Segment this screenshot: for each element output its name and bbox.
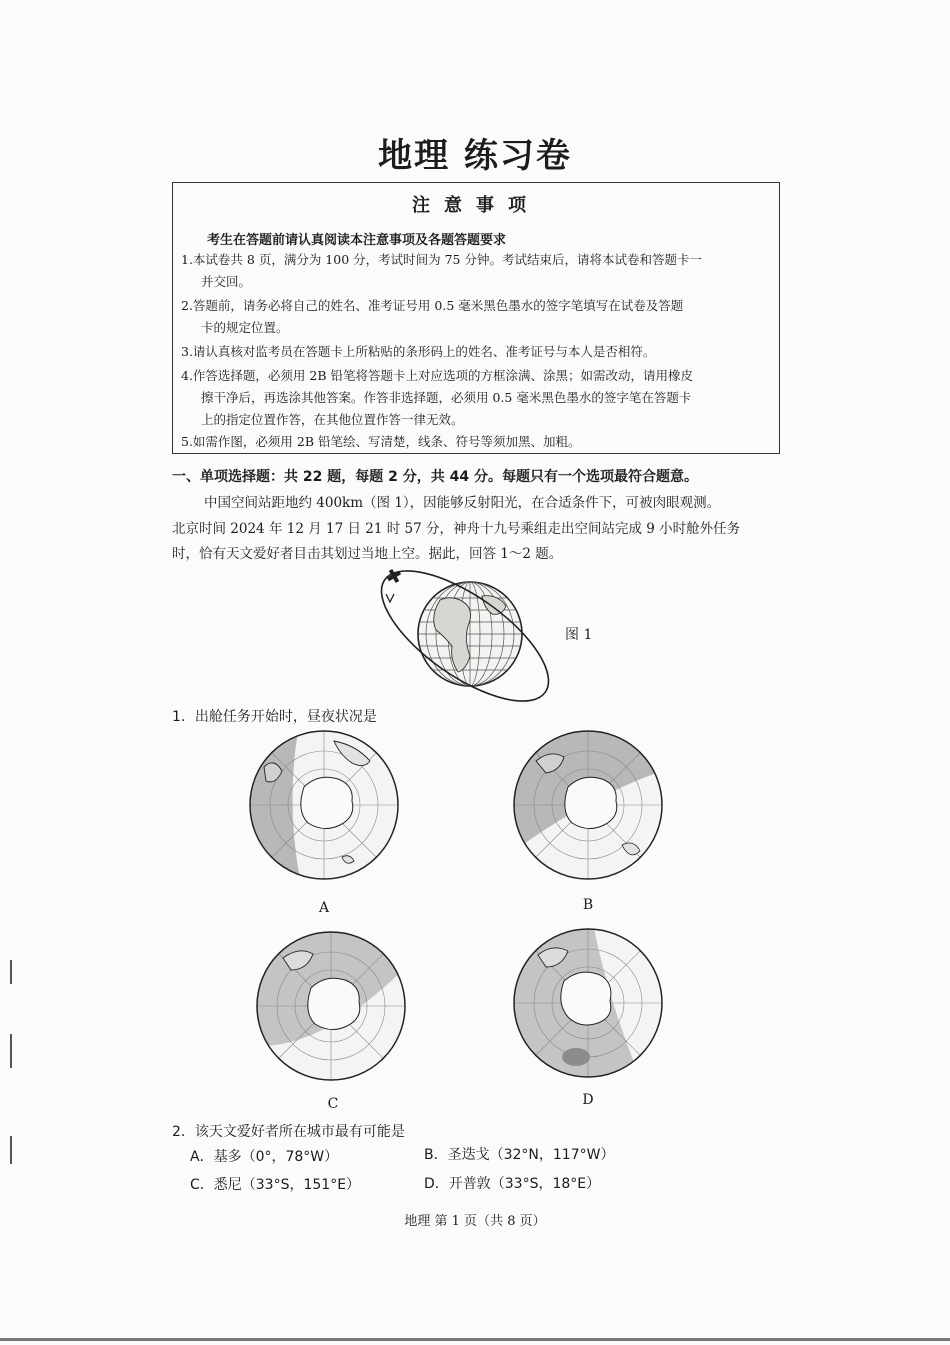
scan-edge-mark bbox=[10, 1136, 12, 1164]
globe-label-d: D bbox=[582, 1092, 594, 1108]
scan-edge-mark bbox=[10, 960, 12, 984]
figure-1-label: 图 1 bbox=[565, 627, 593, 643]
notice-item: 4.作答选择题，必须用 2B 铅笔将答题卡上对应选项的方框涂满、涂黑；如需改动，请用橡皮 bbox=[181, 368, 694, 383]
notice-item: 并交回。 bbox=[201, 274, 252, 289]
page-footer: 地理 第 1 页（共 8 页） bbox=[404, 1214, 546, 1229]
section-title: 一、单项选择题：共 22 题，每题 2 分，共 44 分。每题只有一个选项最符合题意。 bbox=[172, 469, 698, 485]
option-b: B．圣迭戈（32°N，117°W） bbox=[424, 1147, 615, 1163]
notice-box bbox=[172, 182, 780, 454]
figure-1-space-station-orbit bbox=[370, 560, 560, 705]
scan-bottom-edge bbox=[0, 1338, 950, 1341]
globe-label-b: B bbox=[582, 897, 594, 913]
page-title: 地理 练习卷 bbox=[378, 136, 572, 176]
globe-option-a bbox=[246, 727, 402, 883]
notice-item: 上的指定位置作答，在其他位置作答一律无效。 bbox=[201, 412, 464, 427]
notice-heading: 注意事项 bbox=[412, 195, 540, 216]
question-1-text: 1．出舱任务开始时，昼夜状况是 bbox=[172, 709, 377, 725]
option-c: C．悉尼（33°S，151°E） bbox=[190, 1177, 361, 1193]
notice-item: 5.如需作图，必须用 2B 铅笔绘、写清楚，线条、符号等须加黑、加粗。 bbox=[181, 434, 581, 449]
option-d: D．开普敦（33°S，18°E） bbox=[424, 1176, 601, 1192]
intro-paragraph-line: 中国空间站距地约 400km（图 1），因能够反射阳光，在合适条件下，可被肉眼观测。 bbox=[204, 495, 721, 511]
notice-subheading: 考生在答题前请认真阅读本注意事项及各题答题要求 bbox=[207, 233, 507, 248]
notice-item: 卡的规定位置。 bbox=[201, 320, 289, 335]
globe-option-b bbox=[510, 727, 666, 883]
scan-edge-mark bbox=[10, 1034, 12, 1068]
globe-option-c bbox=[253, 928, 409, 1084]
question-2-text: 2．该天文爱好者所在城市最有可能是 bbox=[172, 1124, 405, 1140]
globe-label-c: C bbox=[327, 1096, 339, 1112]
option-a: A．基多（0°，78°W） bbox=[190, 1149, 339, 1165]
globe-option-d bbox=[510, 925, 666, 1081]
notice-item: 3.请认真核对监考员在答题卡上所粘贴的条形码上的姓名、准考证号与本人是否相符。 bbox=[181, 344, 656, 359]
notice-item: 1.本试卷共 8 页，满分为 100 分，考试时间为 75 分钟。考试结束后，请将本试卷和答题卡一 bbox=[181, 252, 702, 267]
globe-label-a: A bbox=[318, 900, 330, 916]
intro-paragraph-line: 时，恰有天文爱好者目击其划过当地上空。据此，回答 1～2 题。 bbox=[172, 546, 563, 562]
notice-item: 2.答题前，请务必将自己的姓名、准考证号用 0.5 毫米黑色墨水的签字笔填写在试卷及答题 bbox=[181, 298, 684, 313]
notice-item: 擦干净后，再选涂其他答案。作答非选择题，必须用 0.5 毫米黑色墨水的签字笔在答题卡 bbox=[201, 390, 692, 405]
intro-paragraph-line: 北京时间 2024 年 12 月 17 日 21 时 57 分，神舟十九号乘组走出空间站完成 9 小时舱外任务 bbox=[172, 521, 741, 537]
